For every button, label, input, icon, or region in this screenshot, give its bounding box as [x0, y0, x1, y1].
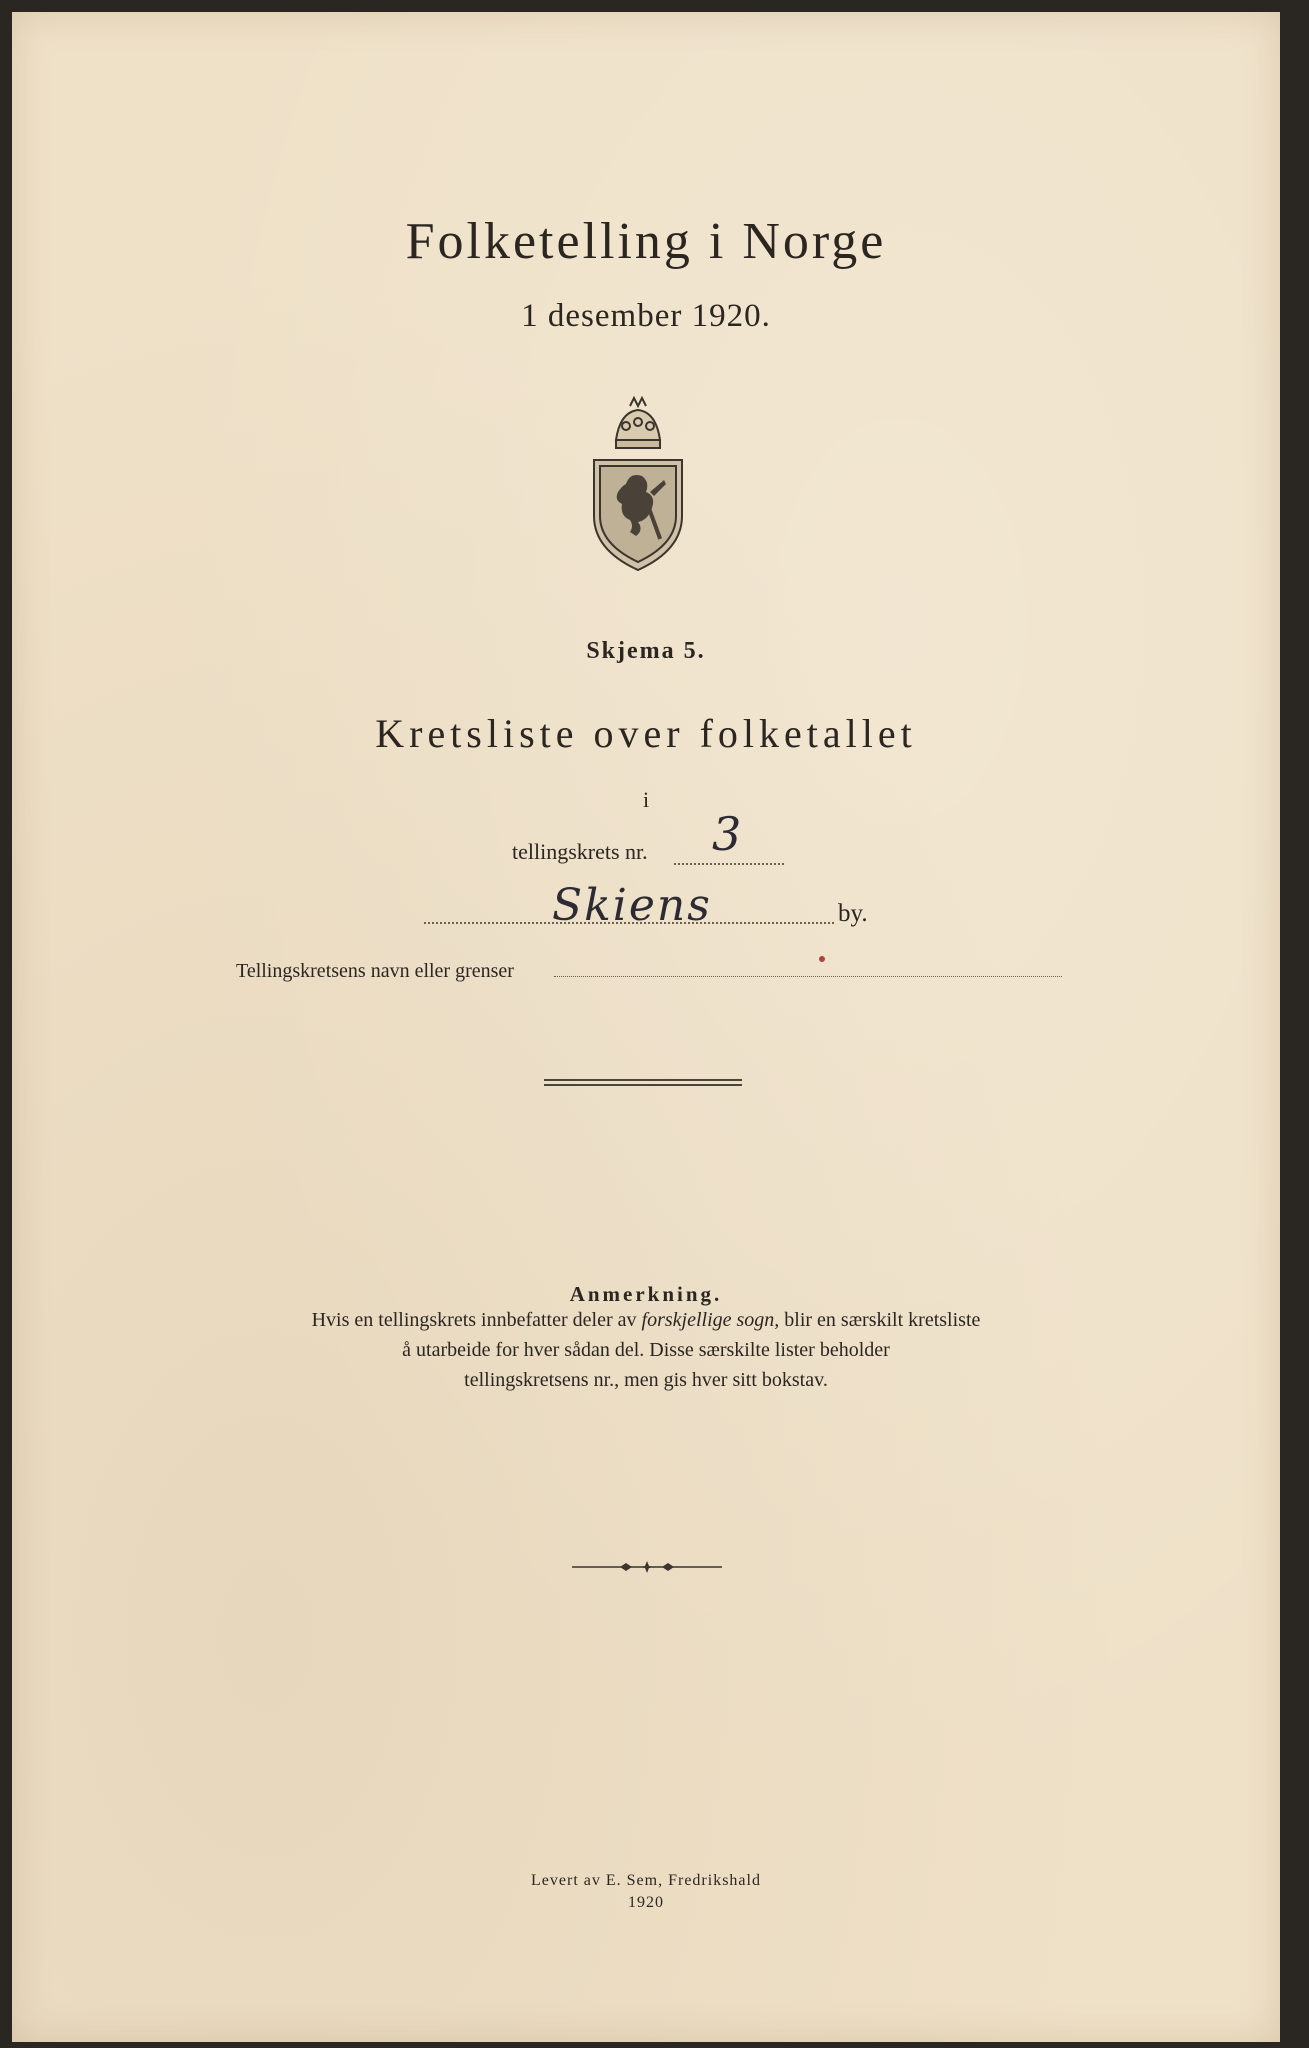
printer-line: Levert av E. Sem, Fredrikshald [531, 1872, 761, 1889]
city-name-handwritten: Skiens [552, 880, 712, 931]
krets-name-line [554, 976, 1062, 977]
census-form-page [12, 12, 1280, 2042]
krets-number-line [674, 863, 784, 865]
note-line-1: Hvis en tellingskrets innbefatter deler av forskjellige sogn, blir en særskilt kretsliste [311, 1309, 981, 1331]
norwegian-coat-of-arms-icon [590, 396, 686, 572]
printer-imprint [12, 1870, 1280, 1914]
note-line-2: å utarbeide for hver sådan del. Disse særskilte lister beholder [402, 1339, 890, 1361]
ink-dot [819, 956, 825, 962]
schema-label: Skjema 5. [586, 638, 706, 664]
page-title: Folketelling i Norge [405, 213, 887, 270]
form-heading: Kretsliste over folketallet [375, 711, 917, 756]
krets-name-label: Tellingskretsens navn eller grenser [236, 960, 514, 982]
divider-rule-bottom [544, 1084, 742, 1086]
connector-word: i [642, 787, 650, 812]
note-heading: Anmerkning. [569, 1282, 723, 1306]
krets-label: tellingskrets nr. [512, 839, 648, 864]
divider-rule-top [544, 1079, 742, 1081]
city-suffix: by. [838, 900, 868, 927]
note-emphasis: forskjellige sogn, [641, 1309, 780, 1331]
ornament-divider-icon [572, 1560, 722, 1574]
krets-number-handwritten: 3 [712, 807, 742, 861]
printer-year: 1920 [628, 1894, 664, 1911]
note-line-3: tellingskretsens nr., men gis hver sitt bokstav. [464, 1369, 828, 1391]
note-body [12, 1305, 1280, 1395]
census-date: 1 desember 1920. [521, 298, 771, 334]
